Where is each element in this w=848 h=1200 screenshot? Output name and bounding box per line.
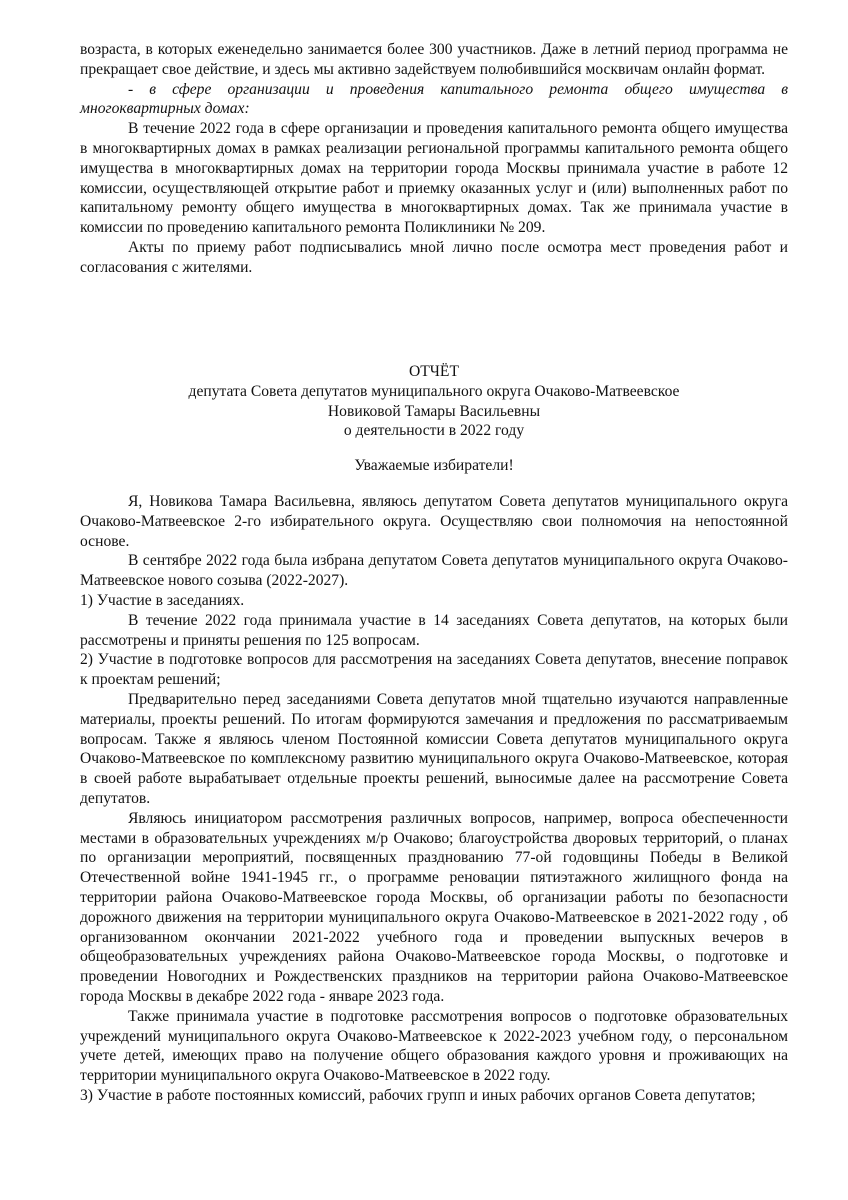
paragraph-education: Также принимала участие в подготовке рассмотрения вопросов о подготовке образовательных учреждений муниципального округа Очаково-Матвеевское к 2022-2023 учебном году, о персональном учете детей, имеющих право на получение общего образования каждого уровня и проживающих на территории муниципального округа Очаково-Матвеевское в 2022 году.: [80, 1007, 788, 1085]
report-heading: [80, 362, 788, 441]
section-heading-commissions: 3) Участие в работе постоянных комиссий, рабочих групп и иных рабочих органов Совета депутатов;: [80, 1086, 756, 1104]
report-subtitle-line-3: о деятельности в 2022 году: [343, 422, 525, 440]
section-heading-meetings: 1) Участие в заседаниях.: [80, 591, 245, 609]
greeting-block: [80, 456, 788, 476]
subsection-capital-repair: - в сфере организации и проведения капитального ремонта общего имущества в многоквартирных домах:: [80, 80, 788, 118]
continued-text-section: [80, 40, 788, 278]
paragraph-online-format: возраста, в которых еженедельно занимается более 300 участников. Даже в летний период программа не прекращает свое действие, и здесь мы активно задействуем полюбившийся москвичам онлайн формат.: [80, 41, 788, 78]
report-subtitle-line-1: депутата Совета депутатов муниципального округа Очаково-Матвеевское: [188, 382, 680, 400]
paragraph-election: В сентябре 2022 года была избрана депутатом Совета депутатов муниципального округа Очаково-Матвеевское нового созыва (2022-2027).: [80, 552, 788, 590]
paragraph-capital-repair: В течение 2022 года в сфере организации и проведения капитального ремонта общего имущества в многоквартирных домах в рамках реализации региональной программы капитального ремонта общего имущества в многоквартирных домах на территории города Москвы принимала участие в работе 12 комиссии, осуществляющей открытие работ и приемку оказанных услуг и (или) выполненных работ по капитальному ремонту общего имущества в многоквартирных домах. Так же принимала участие в комиссии по проведению капитального ремонта Поликлиники № 209.: [80, 120, 788, 237]
paragraph-initiatives: Являюсь инициатором рассмотрения различных вопросов, например, вопроса обеспеченности местами в образовательных учреждениях м/р Очаково; благоустройства дворовых территорий, о планах по организации мероприятий, посвященных празднованию 77-ой годовщины Победы в Великой Отечественной войне 1941-1945 гг., о программе реновации пятиэтажного жилищного фонда на территории района Очаково-Матвеевское города Москвы, об организации работы по безопасности дорожного движения на территории муниципального округа Очаково-Матвеевское в 2021-2022 году , об организованном окончании 2021-2022 учебного года и проведении выпускных вечеров в общеобразовательных учреждениях района Очаково-Матвеевское города Москвы, о подготовке и проведении Новогодних и Рождественских праздников на территории района Очаково-Матвеевское города Москвы в декабре 2022 года - январе 2023 года.: [80, 809, 788, 1005]
report-body: [80, 492, 788, 1106]
paragraph-preparation: Предварительно перед заседаниями Совета депутатов мной тщательно изучаются направленные материалы, проекты решений. По итогам формируются замечания и предложения по рассматриваемым вопросам. Также я являюсь членом Постоянной комиссии Совета депутатов муниципального округа Очаково-Матвеевское по комплексному развитию муниципального округа Очаково-Матвеевское, которая в своей работе вырабатывает отдельные проекты решений, выносимые далее на рассмотрение Совета депутатов.: [80, 690, 788, 807]
report-title: ОТЧЁТ: [409, 363, 459, 380]
section-heading-preparation: 2) Участие в подготовке вопросов для рассмотрения на заседаниях Совета депутатов, внесение поправок к проектам решений;: [80, 651, 788, 689]
paragraph-acts: Акты по приему работ подписывались мной лично после осмотра мест проведения работ и согласования с жителями.: [80, 238, 788, 276]
greeting: Уважаемые избиратели!: [354, 457, 514, 474]
paragraph-meetings: В течение 2022 года принимала участие в 14 заседаниях Совета депутатов, на которых были рассмотрены и приняты решения по 125 вопросам.: [80, 611, 788, 649]
paragraph-intro: Я, Новикова Тамара Васильевна, являюсь депутатом Совета депутатов муниципального округа Очаково-Матвеевское 2-го избирательного округа. Осуществляю свои полномочия на непостоянной основе.: [80, 493, 788, 550]
report-subtitle-line-2: Новиковой Тамары Васильевны: [327, 402, 541, 420]
